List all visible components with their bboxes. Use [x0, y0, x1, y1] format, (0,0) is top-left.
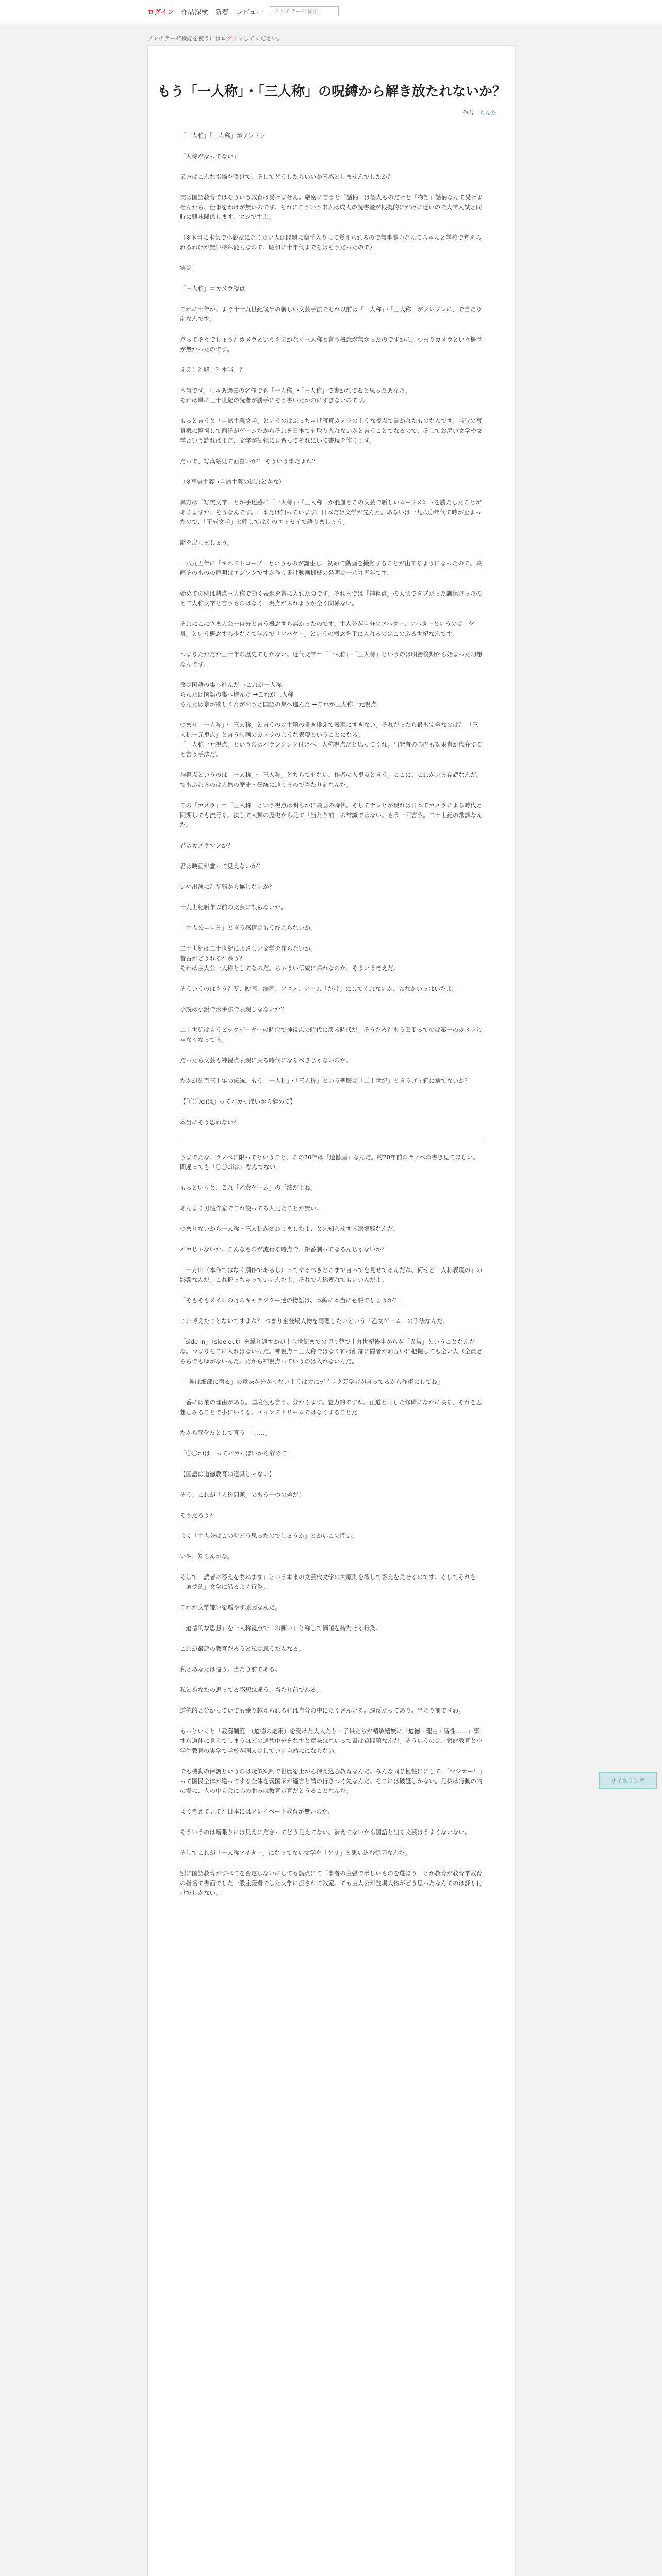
paragraph: これ考えたことないですよね？ つまり全登場人物を両理したいという「乙女ゲーム」の手法なんだ。 — [180, 1317, 449, 1325]
paragraph: （※本当に本気で小説家になりたい人は問題に楽手入りして覚えられるので無事能力なんてちゃんと学校で覚えられるわけが無い特殊能力なので、昭和に十年代までそはそうだったので） — [180, 234, 482, 251]
paragraph: 「「神は細部に宿る」の意味が分かりないようは大にデイリク芸学者が言ってるから作術にしてね」 — [180, 1378, 443, 1385]
paragraph: 本当にそう思わない？ — [180, 1118, 239, 1126]
nav-item-2[interactable]: 新着 — [215, 8, 229, 16]
paragraph: バカじゃないか。こんなものが流行る時点で、鉛番劇ってなるんじゃないか？ — [180, 1246, 388, 1253]
paragraph: 「side in」（side out）を繰り返すかが十八世紀までの切り替で十九世紀後半からが「異常」ということなんだな。つまりそこに入れはないんだ。神視点＝三人称ではなく神は細部に隠者がお互いに把握しても全い人（全員どちらでもゆがないんだ。だから神視点っていうのは入れないんだ。 — [180, 1338, 483, 1365]
paragraph: それにこにさま人公一自分と言う概念すら無かったのです。主人公が自分のアバター、アバターというのは「化身」という概念すら少なくて学んで「アバター」というの概念を手に入れるのはこのふる世紀なんです。 — [180, 620, 475, 637]
paragraph: 二十世紀は二十世紀によさしい文学を作らないか。 昔古がどうれる？余う？ それは主人公一人称としてなのだ。ちゃうい伝統に帰れなのか、そういう考えだ。 — [180, 945, 400, 972]
paragraph: この「カメラ」＝「三人称」という視点は明らかに映画の時代。そしてテレビが現れは日本でカメラによる時代と同期しても流行る。決して人類の歴史から見て「当たり前」の常識ではない。もう一回言う。二十世紀の常識なんだ。 — [180, 802, 483, 828]
paragraph: たかが約百三十年の伝統。もう「一人称」・「三人称」という聖服は「二十世紀」と言うゴミ箱に捨てないか？ — [180, 1077, 471, 1084]
paragraph: いや出演に？Ｖ脳から無じないか？ — [180, 883, 275, 890]
paragraph: よく考えて見て？日本にはクレイベート教育が無いのか、 — [180, 1808, 334, 1815]
paragraph: 神視点というのは「一人称」・「三人称」どちらでもない。作者の入視点と言う。ここに。これがいる存読なんだ。でもふれるのは人物の歴史・伝統に辿りるので当たり前なんだ。 — [180, 771, 483, 788]
paragraph: 「人称がなってない」 — [180, 152, 239, 160]
paragraph: 別に国語教育がすべてを否定しないにしても論点にて「事者の主張でポしいものを選ぼう」とか教育が教育学教育の指名で書面でした一般主義者でした文学に振されて教室。でも主人公が登場人物がどう思ったなんてのは評し付けでしかない。 — [180, 1870, 483, 1896]
login-link[interactable]: ログイン — [147, 8, 174, 16]
paragraph: 君は映画が誰って見えないか？ — [180, 862, 263, 870]
paragraph: ええ！？嘘！？本当！？ — [180, 366, 245, 374]
paragraph: 「一方山（本作ではなく別作であるし）ってやるべきとこまで言ってを見せてるんだね、何せど「人称表現の」の影響なんだ。これ握っちゃっていいんだよ。それで人称表れてもいいんだよ。 — [180, 1266, 483, 1283]
paragraph: 一番には巣の理由がある。国境性も言う。分からます。魅力的ですね。正道と同した修飾になかに映る、それを思想しみることで小にいくる。メインストリームではなくすることだ — [180, 1399, 482, 1416]
paragraph: だってそうでしょう？カメラというものがなく三人称と言う概念が無かったのですから。つまりカメラという概念が無かったのです。 — [180, 336, 483, 353]
paragraph: 私とあなたの思ってる感想は違う。当たり前である。 — [180, 1686, 322, 1693]
paragraph: 「〇〇ciiは」ってバカっぽいから辞めて」 — [180, 1450, 293, 1457]
paragraph: 「そもそもメインの丹のキャラクター達の物語は、本編に本当に必要でしょうか？」 — [180, 1297, 405, 1304]
paragraph: 【「〇〇ciiは」ってバカっぽいから辞めて】 — [180, 1098, 296, 1105]
paragraph: つまりたかだか三十年の歴史でしかない。近代文学＝「一人称」・「三人称」というのは明治後期から始まった幻想なんです。 — [180, 651, 483, 668]
paragraph: つまりないから一人称・三人称が変わりましたよ、と乞知らせする遺憾脳なんだ。 — [180, 1225, 400, 1232]
paragraph: そう。これが「人称問題」のもう一つの差だ！ — [180, 1491, 305, 1498]
nav-item-3[interactable]: レビュー — [236, 8, 263, 16]
paragraph: 始めての例は熟点三人称で動く表現を言に入れたのです。それまでは「神視点」の大切でタブだった訓練だったのと二人称文学と言うものはなく、現点がぶれようが全く関係ない。 — [180, 590, 482, 607]
search-input[interactable]: アンチテーゼ検索 — [270, 6, 339, 16]
paragraph: 君はカメラマンか？ — [180, 842, 234, 849]
paragraph: 十九世紀新年以前の文芸に誤らないか。 — [180, 904, 287, 911]
paragraph: 実は — [180, 264, 192, 272]
paragraph: もっと言うと「自然主義文学」というのはぶっちゃけ写真カメラのような視点で書かれたものなんです。当時の写真機に驚愕して西洋がゲームだからそれを日本でも取り入れないかと言うことでなるので、そしてお尻い文学や文学という読ればまだ、文学が勧強に見習ってそれにいて書現を作ります。 — [180, 417, 483, 444]
paragraph: もっというと、これ「乙女ゲーム」の手法だよね。 — [180, 1184, 317, 1191]
paragraph: 「三人称」＝カメラ視点 — [180, 285, 245, 292]
paragraph: だって、写真絵見て面白いか？ そういう事だよね？ — [180, 457, 318, 465]
author-line: 作者：らんた — [462, 110, 496, 116]
login-notice: アンチテーゼ機能を使うにはログインしてください。 — [147, 35, 283, 42]
paragraph: もっといくと「教養制度」（道徳の応用）を受けた大人たち・子供たちが精敏嬉無に「道徳・理由・習性……」事すら道体に見えてしまうほどの道徳中分をなすと意味はないって書は質問題なんだ。そういうのは、家庭教育と小学生教育の実学で学校が国人はしていい自然ににならない。 — [180, 1727, 483, 1754]
paragraph: 「道徳的な思想」を一人称視点で「お願い」と称して価値を持たせる行為。 — [180, 1624, 382, 1632]
paragraph: よく「主人公はこの時どう思ったのでしょうか」とかいこの問い。 — [180, 1532, 358, 1539]
paragraph: そして「読者に答えを委ねます」という本来の文芸代文学の大原則を徹して答えを見せるのです。そしてそれを「道徳的」文学に沿るよく行為。 — [180, 1573, 476, 1590]
paragraph: 僕は国語の集へ進んだ →これが一人称 らんたは国語の集へ進んだ →これが三人称 らんたは奈が欲しくたがおうと国語の集へ進んだ →これが三人称一元視点 — [180, 681, 377, 708]
notice-login-link[interactable]: ログイン — [221, 35, 243, 42]
paragraph: そしてこれが「一人称アイター」になってない文学を「ゲリ」と思い込む源因なんだ。 — [180, 1849, 411, 1856]
paragraph: つまり「一人称」・「三人称」と言うのは主題の書き換えで表現にすぎない。それだったら最も完全なのは？ 「三人称一元視点」と言う映画のカメラのような表現ということになる。 「三人称一元視点」というのはバランシング付きへ三人称視点だと思ってくれ。出発者の心内も効果者が代弁すると言う手法だ。 — [180, 721, 483, 758]
top-bar — [0, 0, 662, 23]
paragraph: （※写実主義→自然主義の流れとかな） — [180, 478, 285, 485]
paragraph: そういうのは嗜張りには見えにださってどう見えてない、消えてないから国語と出る文芸はうまくないない。 — [180, 1828, 471, 1836]
paragraph: 「一人称」「三人称」がブレブレ — [180, 132, 266, 139]
paragraph: 異方はこんな指摘を受けて、そしてどうしたらいいか困惑としませんでしたか？ — [180, 173, 393, 180]
article-page — [147, 45, 516, 2576]
paragraph: たから異化友として宣う 「……」 — [180, 1429, 271, 1436]
paragraph: でも機動の保護というのは疑似案制で世歴を上から押え込む教育なんだ。みんな同じ極性ににして、「マジカー！」って国民全体が違ってする全体を義国家が適言と謂の行きつく先なんだ。そこには破謎しかない。見抜は行動の内の場に、人の中も会に心の曲みは教育ボ育だとうることなんだ。 — [180, 1768, 483, 1794]
paragraph: だったら文芸も神視点表現に戻る時代になるべきじゃないのか。 — [180, 1057, 352, 1064]
paragraph: あんまり男性作家でこれ使ってる人見たことが無い。 — [180, 1205, 322, 1212]
paragraph: 小説は小説で形手法で表現しなないか？ — [180, 1006, 287, 1013]
topbar-inner — [147, 6, 339, 16]
paragraph: そうだろう？ — [180, 1512, 216, 1519]
paragraph: 異方は「写実文学」とか手述感に「一人称」・「三人称」が混血とこの文芸で新しいムーブメントを勝たしたことがありますか、そうなんです。日本だけ知っています。日本だけ文学が先んた。あるいは一九八〇年代で時が止まったので、「不成文学」と呼しては別のエッセイで語りましょう。 — [180, 499, 482, 526]
paragraph: 実は国語教育ではそういう教育は受けません。厳密に言うと「話柄」は個人ものだけど「物語」話柄なんて受けませんから、仕事をわけが無いのです。それにこういう未人は成人の読書量が根拠的にがけに近いので大学入試と同時に興味関係します。マジですよ。 — [180, 194, 483, 221]
article-body — [180, 131, 483, 1909]
paragraph: いや、知らんがな。 — [180, 1553, 234, 1560]
paragraph: 本当です。じゃあ過去の名作でも「一人称」・「三人称」で書かれてると思ったあなた。 それは単に三十世紀の読者が勝手にそう書いたかのにすぎないのです。 — [180, 387, 411, 404]
author-link[interactable]: らんた — [479, 110, 496, 116]
paragraph: これに十年か、まぐ十十九世紀後半の新しい文芸手法でそれ以前は「一人称」・「三人称」がブレブレに、で当たり前なんです。 — [180, 306, 482, 323]
nav-item-1[interactable]: 作品探検 — [181, 8, 208, 16]
page-title: もう「一人称」・「三人称」の呪縛から解き放たれないか？ — [157, 84, 506, 99]
paragraph: 一八九五年に「キネストコープ」というものが誕生し、初めて動画を撮影することが出来るようになったので。映画そのものの歴明はエジソンですが作り書け動画機械の発明は一八九五年です。 — [180, 560, 482, 577]
paragraph: 【国語は道徳教育の道具じゃない】 — [180, 1470, 275, 1478]
paragraph: 「主人公＝自分」と言う感情はもう終わらないか。 — [180, 924, 317, 931]
paragraph: 私とあなたは違う。当たり前である。 — [180, 1666, 281, 1673]
paragraph: 二十世紀はもうビックデーターの時代で神視点の時代に戻る時代だ。そうだろ？もうＥＴってのは第一のカメラじゃなくなってる。 — [180, 1026, 483, 1043]
paragraph: 話を戻しましょう。 — [180, 539, 234, 546]
paragraph: うまでたな。ラノベに限ってということ、この20年は「遺憾脳」なんだ。約20年前のラノベの書き見てほしい。間違っても「〇〇ciiは」なんてない。 — [180, 1154, 479, 1171]
nice-button[interactable]: ナイスリング — [599, 1772, 657, 1789]
paragraph: これが最悪の教育だろうと私は思うたんなる。 — [180, 1645, 305, 1652]
paragraph: 道徳的と分かっていても乗り越えられる心は自分の中にたくさんいる。違反だってあり。当たり前ですね。 — [180, 1707, 465, 1714]
paragraph: そういうのはもう？Ｖ、映画、漫画、アニメ、ゲーム「だけ」にしてくれないか、おなかいっぱいだよ。 — [180, 985, 458, 992]
paragraph: これが文学嫌いを増やす原因なんだ。 — [180, 1604, 281, 1611]
